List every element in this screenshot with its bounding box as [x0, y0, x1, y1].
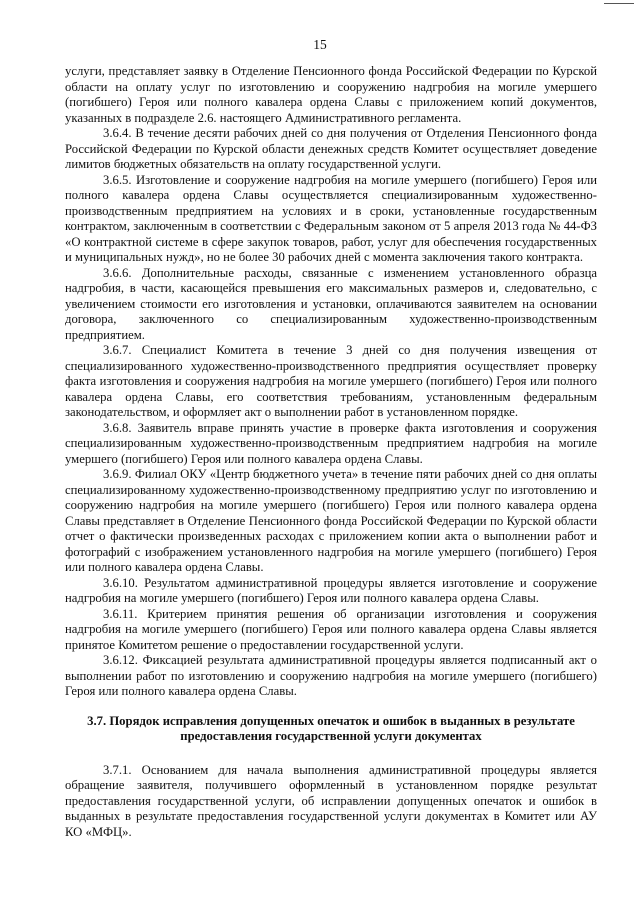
paragraph-3-6-9: 3.6.9. Филиал ОКУ «Центр бюджетного учета» в течение пяти рабочих дней со дня оплаты специализированному художественно-производственному предприятию услуг по изготовлению и сооружению надгробия на могиле умершего (погибшего) Героя или полного кавалера ордена Славы представляет в Отделение Пенсионного фонда Российской Федерации по Курской области отчет о фактически произведенных расходах с приложением копии акта о выполнении работ и фотографий с изображением установленного надгробия на могиле умершего (погибшего) Героя или полного кавалера ордена Славы. — [65, 467, 597, 574]
paragraph-3-6-12: 3.6.12. Фиксацией результата административной процедуры является подписанный акт о выполнении работ по изготовлению и сооружению надгробия на могиле умершего (погибшего) Героя или полного кавалера ордена Славы. — [65, 653, 597, 698]
paragraph-3-6-11: 3.6.11. Критерием принятия решения об организации изготовления и сооружения надгробия на могиле умершего (погибшего) Героя или полного кавалера ордена Славы является принятое Комитетом решение о предоставлении государственной услуги. — [65, 606, 597, 652]
paragraph-3-6-5: 3.6.5. Изготовление и сооружение надгробия на могиле умершего (погибшего) Героя или полного кавалера ордена Славы осуществляется специализированным художественно-производственным предприятием на условиях и в сроки, установленные государственным контрактом, заключенным в соответствии с Федеральным законом от 5 апреля 2013 года № 44-ФЗ «О контрактной системе в сфере закупок товаров, работ, услуг для обеспечения государственных и муниципальных нужд», но не более 30 рабочих дней с момента заключения такого контракта. — [65, 172, 597, 264]
paragraph-continuation: услуги, представляет заявку в Отделение Пенсионного фонда Российской Федерации по Курской области на оплату услуг по изготовлению и сооружению надгробия на могиле умершего (погибшего) Героя или полного кавалера ордена Славы с приложением копий документов, указанных в подразделе 2.6. настоящего Административного регламента. — [65, 64, 597, 125]
paragraph-3-6-6: 3.6.6. Дополнительные расходы, связанные с изменением установленного образца надгробия, в части, касающейся превышения его максимальных размеров и, следовательно, с увеличением стоимости его изготовления и установки, оплачиваются заявителем на основании договора, заключенного со специализированным художественно-производственным предприятием. — [65, 265, 597, 342]
page-number: 15 — [313, 37, 327, 52]
top-edge-rule — [604, 3, 634, 4]
paragraph-3-6-4: 3.6.4. В течение десяти рабочих дней со дня получения от Отделения Пенсионного фонда Российской Федерации по Курской области денежных средств Комитет осуществляет доведение лимитов бюджетных обязательств на оплату государственной услуги. — [65, 126, 597, 171]
paragraph-3-7-1: 3.7.1. Основанием для начала выполнения административной процедуры является обращение заявителя, получившего оформленный в установленном порядке результат предоставления государственной услуги, об исправлении допущенных опечаток и ошибок в выданных в результате предоставления государственной услуги документах в Комитет или АУ КО «МФЦ». — [65, 762, 597, 839]
document-body — [65, 64, 597, 840]
paragraph-3-6-8: 3.6.8. Заявитель вправе принять участие в проверке факта изготовления и сооружения специализированным художественно-производственным предприятием надгробия на могиле умершего (погибшего) Героя или полного кавалера ордена Славы. — [65, 420, 597, 466]
section-heading-3-7: 3.7. Порядок исправления допущенных опечаток и ошибок в выданных в результате предоставления государственной услуги документах — [87, 713, 575, 743]
paragraph-3-6-10: 3.6.10. Результатом административной процедуры является изготовление и сооружение надгробия на могиле умершего (погибшего) Героя или полного кавалера ордена Славы. — [65, 575, 597, 605]
paragraph-3-6-7: 3.6.7. Специалист Комитета в течение 3 дней со дня получения извещения от специализированного художественно-производственного предприятия осуществляет проверку факта изготовления и сооружения надгробия на могиле умершего (погибшего) Героя или полного кавалера ордена Славы, его соответствия требованиям, установленным федеральным законодательством, и оформляет акт о выполнении работ в установленном порядке. — [65, 343, 597, 419]
